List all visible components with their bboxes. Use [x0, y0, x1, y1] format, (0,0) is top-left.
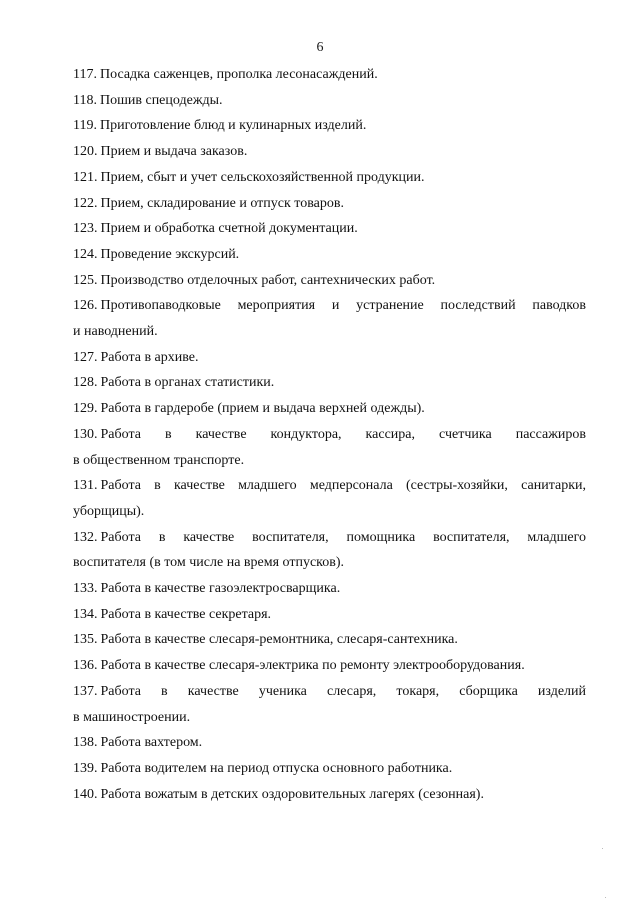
- item-text: Прием и обработка счетной документации.: [100, 221, 358, 237]
- list-item: [73, 653, 586, 679]
- list-item: [73, 165, 586, 191]
- item-number: 117.: [73, 67, 97, 82]
- item-number: 125.: [73, 272, 98, 288]
- page-number: 6: [316, 40, 324, 55]
- list-item: [73, 730, 586, 756]
- item-number: 140.: [73, 786, 98, 802]
- item-continuation: в машиностроении.: [73, 709, 191, 725]
- item-text: Пошив спецодежды.: [99, 92, 223, 108]
- list-item: [73, 370, 586, 396]
- item-text: Работа водителем на период отпуска основного работника.: [100, 760, 453, 776]
- list-item: [73, 679, 586, 730]
- list-item: [73, 191, 586, 217]
- item-text: Работа в гардеробе (прием и выдача верхней одежды).: [100, 401, 425, 417]
- list-item: [73, 396, 586, 422]
- list-item: [73, 525, 586, 576]
- item-number: 139.: [73, 760, 98, 776]
- item-number: 131.: [73, 478, 98, 494]
- item-number: 120.: [73, 144, 98, 160]
- item-number: 127.: [73, 349, 98, 365]
- item-text: Прием и выдача заказов.: [100, 144, 248, 160]
- item-continuation: воспитателя (в том числе на время отпусков).: [73, 555, 345, 571]
- item-number: 118.: [73, 92, 97, 108]
- list-item: [73, 345, 586, 371]
- item-continuation: в общественном транспорте.: [73, 452, 245, 468]
- item-first-line: [73, 422, 586, 448]
- item-text: Работа в качестве ученика слесаря, токаря, сборщика изделий: [100, 683, 586, 699]
- item-number: 123.: [73, 221, 98, 237]
- item-text: Проведение экскурсий.: [100, 246, 240, 262]
- item-number: 134.: [73, 606, 98, 622]
- list-item: [73, 627, 586, 653]
- item-text: Работа в качестве секретаря.: [100, 606, 272, 622]
- item-number: 135.: [73, 632, 98, 648]
- list-item: [73, 216, 586, 242]
- item-text: Работа в качестве младшего медперсонала (сестры-хозяйки, санитарки,: [100, 478, 586, 494]
- item-continuation: и наводнений.: [73, 324, 158, 340]
- list-item: [73, 473, 586, 524]
- numbered-list: [73, 62, 586, 807]
- list-item: [73, 268, 586, 294]
- list-item: [73, 62, 586, 88]
- item-number: 133.: [73, 581, 98, 597]
- item-number: 129.: [73, 401, 98, 417]
- item-first-line: [73, 473, 586, 499]
- item-number: 121.: [73, 169, 98, 185]
- item-number: 122.: [73, 195, 98, 211]
- item-first-line: [73, 679, 586, 705]
- item-text: Приготовление блюд и кулинарных изделий.: [99, 118, 367, 134]
- item-number: 136.: [73, 658, 98, 674]
- list-item: [73, 782, 586, 808]
- list-item: [73, 139, 586, 165]
- item-number: 132.: [73, 529, 98, 545]
- item-text: Работа в органах статистики.: [100, 375, 275, 391]
- list-item: [73, 422, 586, 473]
- item-text: Работа в архиве.: [100, 349, 199, 365]
- item-text: Посадка саженцев, прополка лесонасаждений.: [99, 67, 378, 82]
- item-text: Противопаводковые мероприятия и устранение последствий паводков: [100, 298, 586, 314]
- list-item: [73, 756, 586, 782]
- item-text: Производство отделочных работ, сантехнических работ.: [100, 272, 436, 288]
- list-item: [73, 242, 586, 268]
- item-text: Работа в качестве слесаря-ремонтника, слесаря-сантехника.: [100, 632, 458, 648]
- scan-speck: [605, 897, 606, 898]
- item-first-line: [73, 525, 586, 551]
- item-number: 130.: [73, 426, 98, 442]
- item-text: Прием, сбыт и учет сельскохозяйственной продукции.: [100, 169, 425, 185]
- item-text: Прием, складирование и отпуск товаров.: [100, 195, 344, 211]
- item-text: Работа вожатым в детских оздоровительных лагерях (сезонная).: [100, 786, 484, 802]
- item-text: Работа в качестве слесаря-электрика по ремонту электрооборудования.: [100, 658, 525, 674]
- item-number: 124.: [73, 246, 98, 262]
- list-item: [73, 293, 586, 344]
- scan-speck: [602, 848, 603, 849]
- item-continuation: уборщицы).: [73, 503, 145, 519]
- list-item: [73, 88, 586, 114]
- list-item: [73, 576, 586, 602]
- list-item: [73, 113, 586, 139]
- item-text: Работа в качестве кондуктора, кассира, счетчика пассажиров: [100, 426, 586, 442]
- item-text: Работа в качестве газоэлектросварщика.: [100, 581, 341, 597]
- item-number: 138.: [73, 735, 98, 751]
- item-text: Работа в качестве воспитателя, помощника воспитателя, младшего: [100, 529, 586, 545]
- list-item: [73, 602, 586, 628]
- item-number: 119.: [73, 118, 97, 134]
- item-number: 126.: [73, 298, 98, 314]
- item-number: 137.: [73, 683, 98, 699]
- item-number: 128.: [73, 375, 98, 391]
- item-text: Работа вахтером.: [100, 735, 203, 751]
- item-first-line: [73, 293, 586, 319]
